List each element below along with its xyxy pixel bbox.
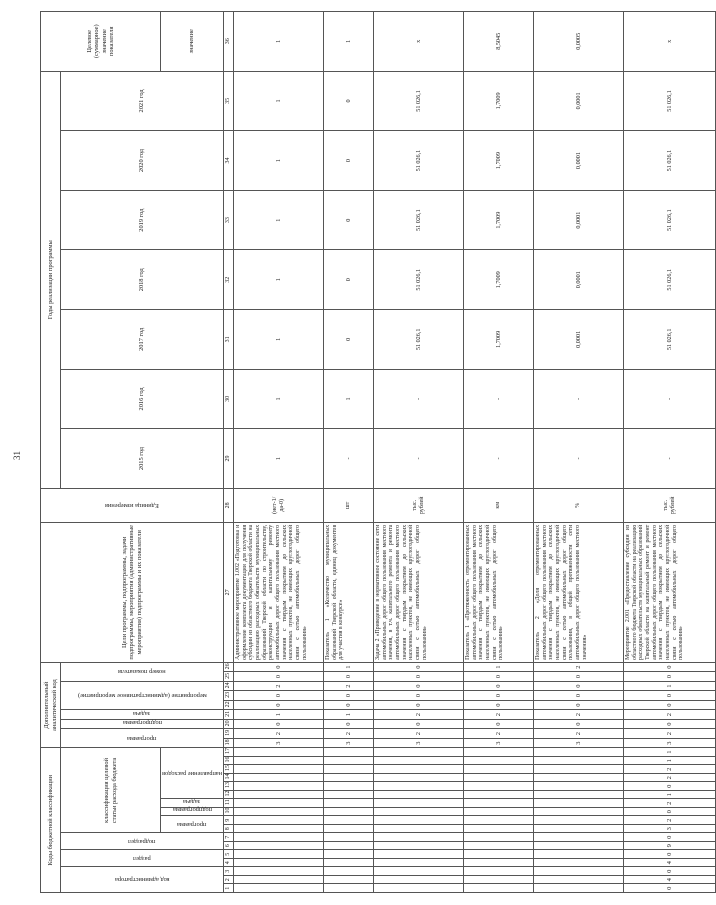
column-number: 17 [224,748,234,757]
activity-header: мероприятие (административное мероприятие) [61,681,224,710]
budget-code-digit [534,876,624,885]
year-value: - [464,429,534,489]
budget-code-digit: 0 [624,782,716,791]
additional-code-digit: 2 [374,710,464,720]
column-number: 11 [224,799,234,808]
budget-code-digit [234,842,324,851]
year-value: 0,0001 [534,190,624,250]
year-value: 1,7009 [464,71,534,131]
budget-code-digit [374,765,464,774]
year-value: - [534,429,624,489]
budget-code-digit [234,833,324,842]
year-value: - [624,429,716,489]
budget-code-digit [464,867,534,876]
budget-code-digit [374,876,464,885]
budget-code-digit [534,757,624,766]
column-number: 3 [224,867,234,876]
additional-code-digit: 0 [374,672,464,682]
year-2021-header: 2021 год [61,71,224,131]
unit-header: Единица измерения [41,488,224,522]
target-value: х [624,11,716,71]
budget-code-digit [234,867,324,876]
year-value: 51 026,1 [374,131,464,191]
additional-code-digit: 3 [234,738,324,748]
budget-code-digit: 4 [624,859,716,868]
budget-code-digit [324,782,374,791]
year-value: 51 026,1 [374,71,464,131]
program-goals-header: Цели программы, подпрограммы, задачи подпрограммы, мероприятия (административные мероприятия) подпрограммы и их показатели [41,522,224,662]
year-value: 1,7009 [464,250,534,310]
additional-code-digit: 2 [464,729,534,739]
budget-code-digit [324,791,374,800]
year-value: 1 [234,250,324,310]
year-value: - [624,369,716,429]
year-2020-header: 2020 год [61,131,224,191]
budget-code-digit [374,825,464,834]
budget-code-digit: 4 [624,876,716,885]
column-number: 33 [224,190,234,250]
year-value: 1 [234,369,324,429]
year-value: 1 [234,190,324,250]
additional-code-digit: 0 [374,700,464,710]
budget-code-digit [374,833,464,842]
budget-code-digit [464,765,534,774]
additional-code-digit: 0 [374,691,464,701]
column-number: 16 [224,757,234,766]
admin-code-header: код администратора [61,867,224,893]
subprogram-header: подпрограмма [61,719,224,729]
year-value: 1,7009 [464,310,534,370]
budget-code-digit [234,757,324,766]
year-2015-header: 2015 год [61,429,224,489]
budget-code-digit [464,884,534,893]
additional-code-digit: 0 [464,700,534,710]
year-value: 1,7009 [464,131,534,191]
additional-code-digit: 0 [624,662,716,672]
column-number: 19 [224,729,234,739]
target-value: 1 [324,11,374,71]
column-number: 10 [224,808,234,817]
additional-code-digit: 1 [464,662,534,672]
table-row [234,11,324,892]
budget-code-digit: 2 [624,765,716,774]
budget-code-digit [464,748,534,757]
additional-code-digit: 2 [324,729,374,739]
additional-code-digit: 0 [624,691,716,701]
year-value: - [464,369,534,429]
row-unit: тыс. рублей [374,488,464,522]
year-value: 1 [234,131,324,191]
budget-code-digit [374,757,464,766]
year-value: 0 [324,190,374,250]
year-value: 0,0001 [534,131,624,191]
subsection-header: подраздел [61,833,224,850]
budget-code-digit [324,808,374,817]
budget-code-digit [464,833,534,842]
column-number: 25 [224,672,234,682]
additional-code-digit: 2 [234,729,324,739]
budget-code-digit [534,850,624,859]
budget-code-digit [534,782,624,791]
column-number: 28 [224,488,234,522]
column-number: 9 [224,816,234,825]
additional-code-digit: 2 [534,729,624,739]
additional-code-digit: 0 [534,719,624,729]
budget-code-digit [374,782,464,791]
task-code-header: задача [161,799,224,808]
additional-code-digit: 3 [374,738,464,748]
budget-code-digit: 1 [624,748,716,757]
year-2017-header: 2017 год [61,310,224,370]
column-number: 8 [224,825,234,834]
budget-code-digit [374,884,464,893]
budget-code-digit: 0 [624,833,716,842]
additional-code-digit: 3 [464,738,534,748]
additional-code-digit: 3 [324,738,374,748]
column-number: 29 [224,429,234,489]
row-description: Административное мероприятие 1.002 «Подготовка и оформление комплекта документации для получения субсидии из областного бюджета Тверской области на реализацию расходных обязательств муниципальных образований Тверской области по строительству, реконструкции и капитальному ремонту автомобильных дорог общего пользования местного значения с твердым покрытием до сельских населенных пунктов, не имеющих круглогодичной связи с сетью автомобильных дорог общего пользования» [234,522,324,662]
subprogram-code-header: подпрограмма [161,808,224,817]
budget-code-digit [374,850,464,859]
budget-code-digit [234,765,324,774]
budget-code-digit: 3 [624,825,716,834]
additional-code-digit: 0 [464,691,534,701]
budget-code-digit [534,833,624,842]
budget-code-digit [234,748,324,757]
budget-code-digit [374,808,464,817]
year-value: 51 026,1 [624,131,716,191]
budget-code-digit [374,791,464,800]
year-value: 51 026,1 [624,250,716,310]
column-number: 31 [224,310,234,370]
budget-code-digit [324,884,374,893]
year-value: 51 026,1 [624,310,716,370]
budget-code-digit [324,799,374,808]
budget-code-digit [464,876,534,885]
additional-code-digit: 0 [534,700,624,710]
target-header: Целевое (суммарное) значение показателя [41,11,161,71]
table-row [534,11,624,892]
budget-code-digit: 9 [624,842,716,851]
row-unit: км [464,488,534,522]
column-number: 26 [224,662,234,672]
additional-code-digit: 0 [234,672,324,682]
budget-code-digit [234,816,324,825]
budget-code-digit [534,884,624,893]
column-number: 35 [224,71,234,131]
additional-code-digit: 1 [624,681,716,691]
budget-code-digit [464,782,534,791]
budget-code-digit [464,808,534,817]
column-number: 1 [224,884,234,893]
additional-code-digit: 2 [624,710,716,720]
column-number: 34 [224,131,234,191]
budget-code-digit [234,808,324,817]
program-header: программа [61,729,224,748]
additional-code-digit: 3 [624,738,716,748]
target-article-header: классификация целевой статьи расхода бюджета [61,748,161,833]
budget-code-digit [464,774,534,783]
year-value: - [374,369,464,429]
budget-code-digit [324,748,374,757]
column-number: 15 [224,765,234,774]
additional-code-digit: 0 [234,662,324,672]
budget-code-digit: 0 [624,808,716,817]
additional-code-digit: 0 [374,681,464,691]
budget-code-digit [324,765,374,774]
additional-code-digit: 1 [234,710,324,720]
year-value: 1 [234,310,324,370]
budget-code-digit [324,876,374,885]
budget-code-digit [534,825,624,834]
additional-code-digit: 0 [234,691,324,701]
row-unit: шт [324,488,374,522]
page-number: 31 [12,451,22,460]
table-row [374,11,464,892]
additional-code-digit: 0 [624,700,716,710]
additional-code-digit: 0 [534,681,624,691]
program-table-sheet [40,24,685,893]
budget-code-digit: 0 [624,867,716,876]
years-header: Годы реализации программы [41,71,61,488]
column-number: 20 [224,719,234,729]
year-2019-header: 2019 год [61,190,224,250]
task-header: задача [61,710,224,720]
additional-code-digit: 0 [324,672,374,682]
budget-code-digit [324,774,374,783]
budget-code-digit [234,791,324,800]
column-number: 13 [224,782,234,791]
budget-code-digit [534,799,624,808]
budget-code-digit [234,859,324,868]
additional-code-digit: 0 [534,672,624,682]
budget-code-digit [234,782,324,791]
budget-code-digit [464,791,534,800]
table-row [464,11,534,892]
budget-code-digit [234,876,324,885]
budget-code-digit [234,774,324,783]
budget-code-digit [534,791,624,800]
additional-code-digit: 0 [464,672,534,682]
year-value: 0 [324,71,374,131]
additional-code-digit: 2 [234,681,324,691]
budget-code-digit [324,867,374,876]
row-description: Показатель 1 «Количество муниципальных образований Тверской области, единиц документов для участия в конкурсе» [324,522,374,662]
budget-code-digit [464,816,534,825]
budget-code-digit [374,867,464,876]
table-row [324,11,374,892]
year-value: 1 [234,71,324,131]
additional-code-digit: 1 [324,710,374,720]
year-value: 0,0001 [534,310,624,370]
target-value: 8,5045 [464,11,534,71]
column-number: 32 [224,250,234,310]
year-value: - [374,429,464,489]
year-value: - [324,429,374,489]
budget-code-digit [464,850,534,859]
additional-code-digit: 3 [534,738,624,748]
year-value: 1 [234,429,324,489]
year-value: 0,0001 [534,71,624,131]
budget-code-digit [534,842,624,851]
budget-code-digit [374,816,464,825]
budget-code-digit [234,884,324,893]
budget-code-digit [374,748,464,757]
additional-code-header: Дополнительный аналитический код [41,662,61,748]
additional-code-digit: 0 [534,691,624,701]
year-value: - [534,369,624,429]
budget-code-digit [464,859,534,868]
column-number: 27 [224,522,234,662]
budget-code-digit [324,859,374,868]
additional-code-digit: 2 [464,710,534,720]
target-value: 1 [234,11,324,71]
row-description: Показатель 2 «Доля отремонтированных автомобильных дорог общего пользования местного значения с твердым покрытием до сельских населенных пунктов, не имеющих круглогодичной связи с сетью автомобильных дорог общего пользования, в общей протяженности сети автомобильных дорог общего пользования местного значения» [534,522,624,662]
value-header: значение [161,11,224,71]
budget-code-digit [534,859,624,868]
column-number: 30 [224,369,234,429]
column-number: 6 [224,842,234,851]
budget-code-digit [234,799,324,808]
budget-code-digit [534,867,624,876]
budget-code-digit [374,774,464,783]
additional-code-digit: 2 [324,681,374,691]
year-value: 51 026,1 [374,250,464,310]
budget-code-digit [464,842,534,851]
year-value: 0 [324,310,374,370]
budget-codes-header: Коды бюджетной классификации [41,748,61,893]
target-value: 0,0005 [534,11,624,71]
additional-code-digit: 0 [374,719,464,729]
additional-code-digit: 0 [234,719,324,729]
column-number: 36 [224,11,234,71]
row-description: Задача 2 «Приведение в нормативное состояние сети автомобильных дорог общего пользования местного значения, в т.ч. капитального ремонта и ремонта автомобильных дорог общего пользования местного значения с твердым покрытием до сельских населенных пунктов, не имеющих круглогодичной связи с сетью автомобильных дорог общего пользования» [374,522,464,662]
column-number: 24 [224,681,234,691]
budget-code-digit [234,825,324,834]
column-number: 14 [224,774,234,783]
column-number: 7 [224,833,234,842]
year-value: 51 026,1 [374,190,464,250]
year-value: 0 [324,250,374,310]
budget-code-digit [534,808,624,817]
budget-code-digit [464,799,534,808]
column-number: 12 [224,791,234,800]
budget-code-digit [324,757,374,766]
additional-code-digit: 0 [624,719,716,729]
program-table [40,11,716,893]
budget-code-digit [324,825,374,834]
budget-code-digit: 2 [624,799,716,808]
budget-code-digit: 1 [624,791,716,800]
budget-code-digit: 0 [624,850,716,859]
column-number: 5 [224,850,234,859]
budget-code-digit [534,765,624,774]
additional-code-digit: 2 [374,729,464,739]
budget-code-digit: 2 [624,816,716,825]
direction-header: направление расходов [161,748,224,799]
budget-code-digit [324,833,374,842]
row-unit: тыс. рублей [624,488,716,522]
row-description: Показатель 1 «Протяженность отремонтированных автомобильных дорог общего пользования местного значения с твердым покрытием до сельских населенных пунктов, не имеющих круглогодичной связи с сетью автомобильных дорог общего пользования» [464,522,534,662]
budget-code-digit [374,842,464,851]
year-value: 51 026,1 [624,71,716,131]
year-2016-header: 2016 год [61,369,224,429]
budget-code-digit [534,748,624,757]
year-value: 0,0001 [534,250,624,310]
additional-code-digit: 0 [324,700,374,710]
year-value: 0 [324,131,374,191]
additional-code-digit: 2 [534,710,624,720]
budget-code-digit [324,842,374,851]
budget-code-digit [534,774,624,783]
year-value: 1,7009 [464,190,534,250]
section-header: раздел [61,850,224,867]
row-unit: (нет-1/да-0) [234,488,324,522]
column-number: 23 [224,691,234,701]
target-value: х [374,11,464,71]
additional-code-digit: 2 [624,729,716,739]
table-row [624,11,716,892]
budget-code-digit: 1 [624,757,716,766]
column-number: 4 [224,859,234,868]
row-unit: % [534,488,624,522]
program-code-header: программа [161,816,224,833]
budget-code-digit [464,825,534,834]
budget-code-digit [324,816,374,825]
budget-code-digit [534,816,624,825]
column-number: 18 [224,738,234,748]
additional-code-digit: 0 [324,719,374,729]
additional-code-digit: 0 [324,691,374,701]
budget-code-digit [374,859,464,868]
budget-code-digit: 2 [624,774,716,783]
year-value: 51 026,1 [624,190,716,250]
additional-code-digit: 0 [464,681,534,691]
column-number: 21 [224,710,234,720]
budget-code-digit [324,850,374,859]
column-number: 22 [224,700,234,710]
additional-code-digit: 0 [624,672,716,682]
budget-code-digit [374,799,464,808]
indicator-num-header: номер показателя [61,662,224,681]
additional-code-digit: 0 [464,719,534,729]
additional-code-digit: 0 [234,700,324,710]
budget-code-digit [234,850,324,859]
year-value: 51 026,1 [374,310,464,370]
additional-code-digit: 2 [534,662,624,672]
budget-code-digit [464,757,534,766]
column-number: 2 [224,876,234,885]
year-2018-header: 2018 год [61,250,224,310]
row-description: Мероприятие 2.001 «Предоставление субсидии из областного бюджета Тверской области на реализацию расходных обязательств муниципальных образований Тверской области на капитальный ремонт и ремонт автомобильных дорог общего пользования местного значения с твердым покрытием до сельских населенных пунктов, не имеющих круглогодичной связи с сетью автомобильных дорог общего пользования» [624,522,716,662]
additional-code-digit: 0 [374,662,464,672]
year-value: 1 [324,369,374,429]
additional-code-digit: 1 [324,662,374,672]
budget-code-digit: 0 [624,884,716,893]
